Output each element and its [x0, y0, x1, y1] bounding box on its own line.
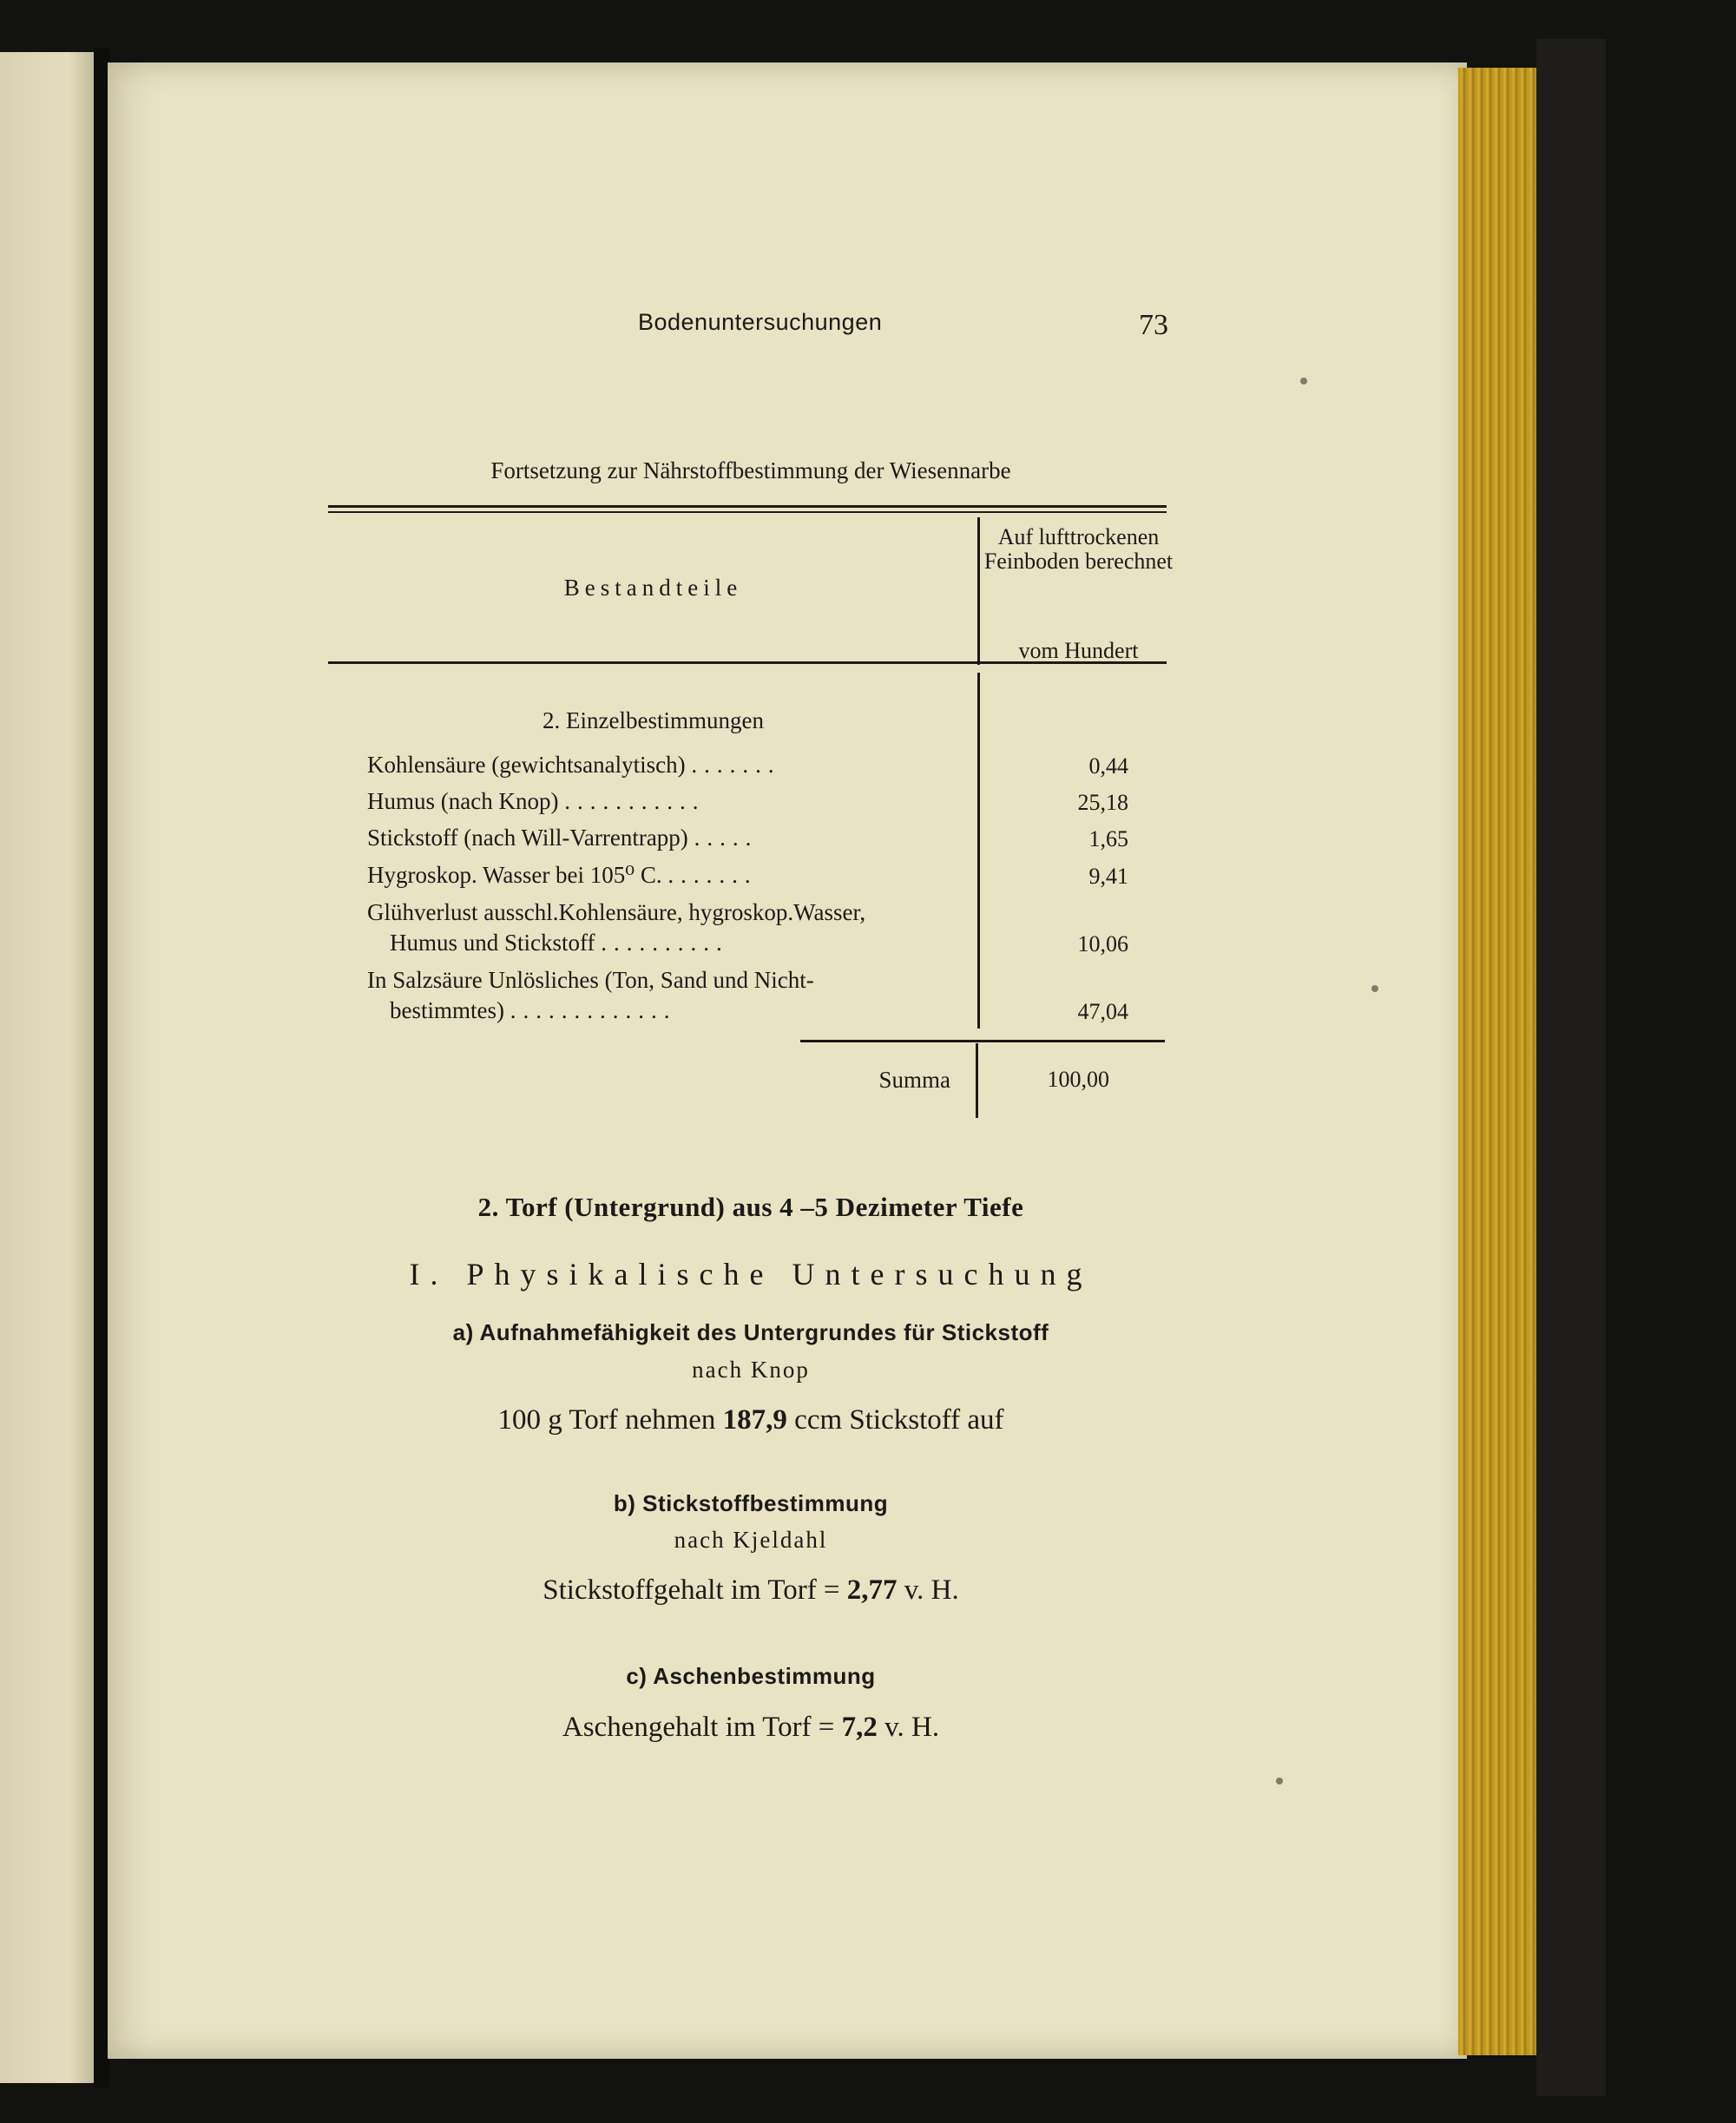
table-row-value: 0,44 [1088, 753, 1128, 779]
table-row-value: 9,41 [1088, 864, 1128, 889]
book-page [108, 62, 1467, 2059]
column-header-feinboden: Auf lufttrockenen Feinboden berechnet [983, 524, 1174, 574]
subsection-b-title: b) Stickstoffbestimmung [613, 1490, 889, 1516]
table-row-label: Kohlensäure (gewichtsanalytisch) ....... [367, 752, 781, 778]
paper-spot [1300, 378, 1307, 385]
table-sum-rule [800, 1040, 1165, 1042]
table-total-value: 100,00 [1047, 1067, 1109, 1092]
table-sum-divider [976, 1043, 978, 1118]
table-row-label: Humus (nach Knop) ........... [367, 788, 706, 814]
table-row-value: 10,06 [1077, 931, 1128, 956]
page-block-edges [1458, 68, 1544, 2055]
subsection-a-title: a) Aufnahmefähigkeit des Untergrundes für Stickstoff [452, 1319, 1049, 1345]
table-row-value: 1,65 [1088, 826, 1128, 851]
table-row-value: 25,18 [1077, 790, 1128, 815]
paper-spot [1276, 1778, 1283, 1785]
table-row-label-cont: bestimmtes) ............. [390, 997, 677, 1023]
paper-spot [1371, 985, 1378, 992]
running-title: Bodenuntersuchungen [638, 309, 883, 335]
column-unit: vom Hundert [1018, 638, 1139, 663]
table-row-value: 47,04 [1077, 999, 1128, 1024]
table-row-label: In Salzsäure Unlösliches (Ton, Sand und Nicht- [367, 967, 814, 993]
book-cover [1536, 39, 1606, 2096]
table-section-title: 2. Einzelbestimmungen [542, 707, 764, 733]
table-caption: Fortsetzung zur Nährstoffbestimmung der Wiesennarbe [490, 457, 1011, 483]
table-body-divider [977, 673, 980, 1029]
subsection-a-result: 100 g Torf nehmen 187,9 ccm Stickstoff auf [497, 1404, 1004, 1436]
subsection-c-title: c) Aschenbestimmung [626, 1663, 876, 1689]
subsection-b-method: nach Kjeldahl [674, 1527, 828, 1553]
table-row-label-cont: Humus und Stickstoff .......... [390, 930, 729, 956]
page-number: 73 [1139, 309, 1168, 341]
section-heading: 2. Torf (Untergrund) aus 4 –5 Dezimeter Tiefe [477, 1192, 1024, 1222]
table-top-rule-2 [328, 511, 1167, 513]
subsection-c-result: Aschengehalt im Torf = 7,2 v. H. [562, 1712, 940, 1743]
table-total-label: Summa [878, 1067, 950, 1093]
part-heading: I. Physikalische Untersuchung [409, 1257, 1093, 1292]
table-row-label: Glühverlust ausschl.Kohlensäure, hygroskop.Wasser, [367, 899, 866, 925]
column-header-bestandteile: Bestandteile [563, 575, 743, 601]
table-row-label: Hygroskop. Wasser bei 105⁰ C. ....... [367, 862, 758, 888]
subsection-a-method: nach Knop [692, 1357, 810, 1383]
table-header-divider [977, 517, 980, 665]
left-page-edge [0, 52, 97, 2083]
subsection-b-result: Stickstoffgehalt im Torf = 2,77 v. H. [542, 1574, 959, 1606]
table-top-rule [328, 505, 1167, 508]
table-row-label: Stickstoff (nach Will-Varrentrapp) ..... [367, 825, 759, 851]
